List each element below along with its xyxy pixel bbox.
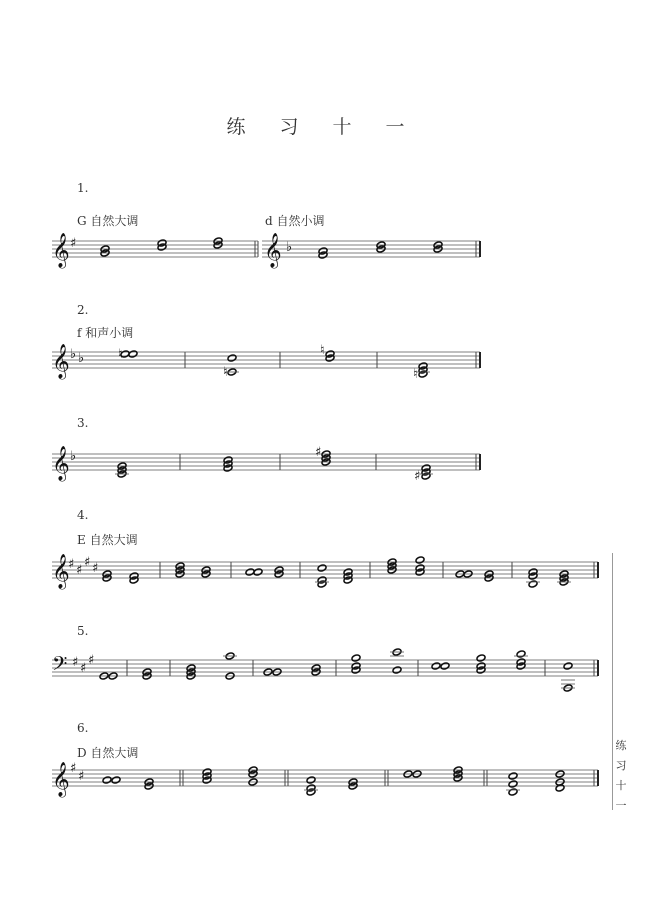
exercise-3-number: 3. <box>77 416 89 430</box>
whole-note <box>415 556 425 564</box>
whole-note <box>431 662 441 670</box>
exercise-2-number: 2. <box>77 303 89 317</box>
flat-icon: ♭ <box>78 351 85 366</box>
side-label-char-4: 一 <box>615 799 627 812</box>
exercise-1-key-a: G 自然大调 <box>77 214 139 228</box>
sharp-icon: ♯ <box>88 653 95 668</box>
sharp-icon: ♯ <box>414 469 421 484</box>
exercise-4-number: 4. <box>77 508 89 522</box>
whole-note <box>528 580 538 588</box>
whole-note <box>317 564 327 572</box>
exercise-2-key: f 和声小调 <box>77 326 134 340</box>
whole-note <box>306 776 316 784</box>
natural-icon: ♮ <box>118 347 123 362</box>
treble-clef-icon: 𝄞 <box>264 233 282 268</box>
whole-note <box>516 650 526 658</box>
exercise-6-number: 6. <box>77 721 89 735</box>
side-label <box>614 736 628 816</box>
flat-icon: ♭ <box>70 449 77 464</box>
whole-note <box>440 662 450 670</box>
whole-note <box>111 776 121 784</box>
whole-note <box>351 654 361 662</box>
sharp-icon: ♯ <box>92 561 99 576</box>
exercise-4-key: E 自然大调 <box>77 533 138 547</box>
natural-icon: ♮ <box>320 343 325 358</box>
exercise-1-number: 1. <box>77 181 89 195</box>
side-divider <box>612 553 613 810</box>
natural-icon: ♮ <box>413 367 418 382</box>
flat-icon: ♭ <box>70 347 77 362</box>
sharp-icon: ♯ <box>76 563 83 578</box>
treble-clef-icon: 𝄞 <box>52 762 70 797</box>
whole-note <box>508 780 518 788</box>
treble-clef-icon: 𝄞 <box>52 344 70 379</box>
sharp-icon: ♯ <box>315 445 322 460</box>
whole-note <box>563 662 573 670</box>
side-label-char-3: 十 <box>615 779 627 792</box>
side-label-char-1: 练 <box>615 739 627 752</box>
whole-note <box>253 568 263 576</box>
whole-note <box>227 354 237 362</box>
sharp-icon: ♯ <box>72 655 79 670</box>
side-label-char-2: 习 <box>615 759 627 772</box>
sharp-icon: ♯ <box>80 661 87 676</box>
whole-note <box>392 666 402 674</box>
whole-note <box>102 776 112 784</box>
bass-clef-icon: 𝄢 <box>52 652 68 680</box>
treble-clef-icon: 𝄞 <box>52 554 70 589</box>
sharp-icon: ♯ <box>70 761 77 776</box>
flat-icon: ♭ <box>286 240 293 255</box>
whole-note <box>128 350 138 358</box>
treble-clef-icon: 𝄞 <box>52 233 70 268</box>
exercise-1-key-b: d 自然小调 <box>265 214 325 228</box>
natural-icon: ♮ <box>223 365 228 380</box>
whole-note <box>476 654 486 662</box>
sharp-icon: ♯ <box>68 557 75 572</box>
sharp-icon: ♯ <box>70 236 77 251</box>
exercise-6-key: D 自然大调 <box>77 746 139 760</box>
whole-note <box>508 772 518 780</box>
sharp-icon: ♯ <box>78 769 85 784</box>
treble-clef-icon: 𝄞 <box>52 446 70 481</box>
whole-note <box>508 788 518 796</box>
exercise-5-number: 5. <box>77 624 89 638</box>
page-title: 练 习 十 一 <box>226 116 419 138</box>
sharp-icon: ♯ <box>84 555 91 570</box>
